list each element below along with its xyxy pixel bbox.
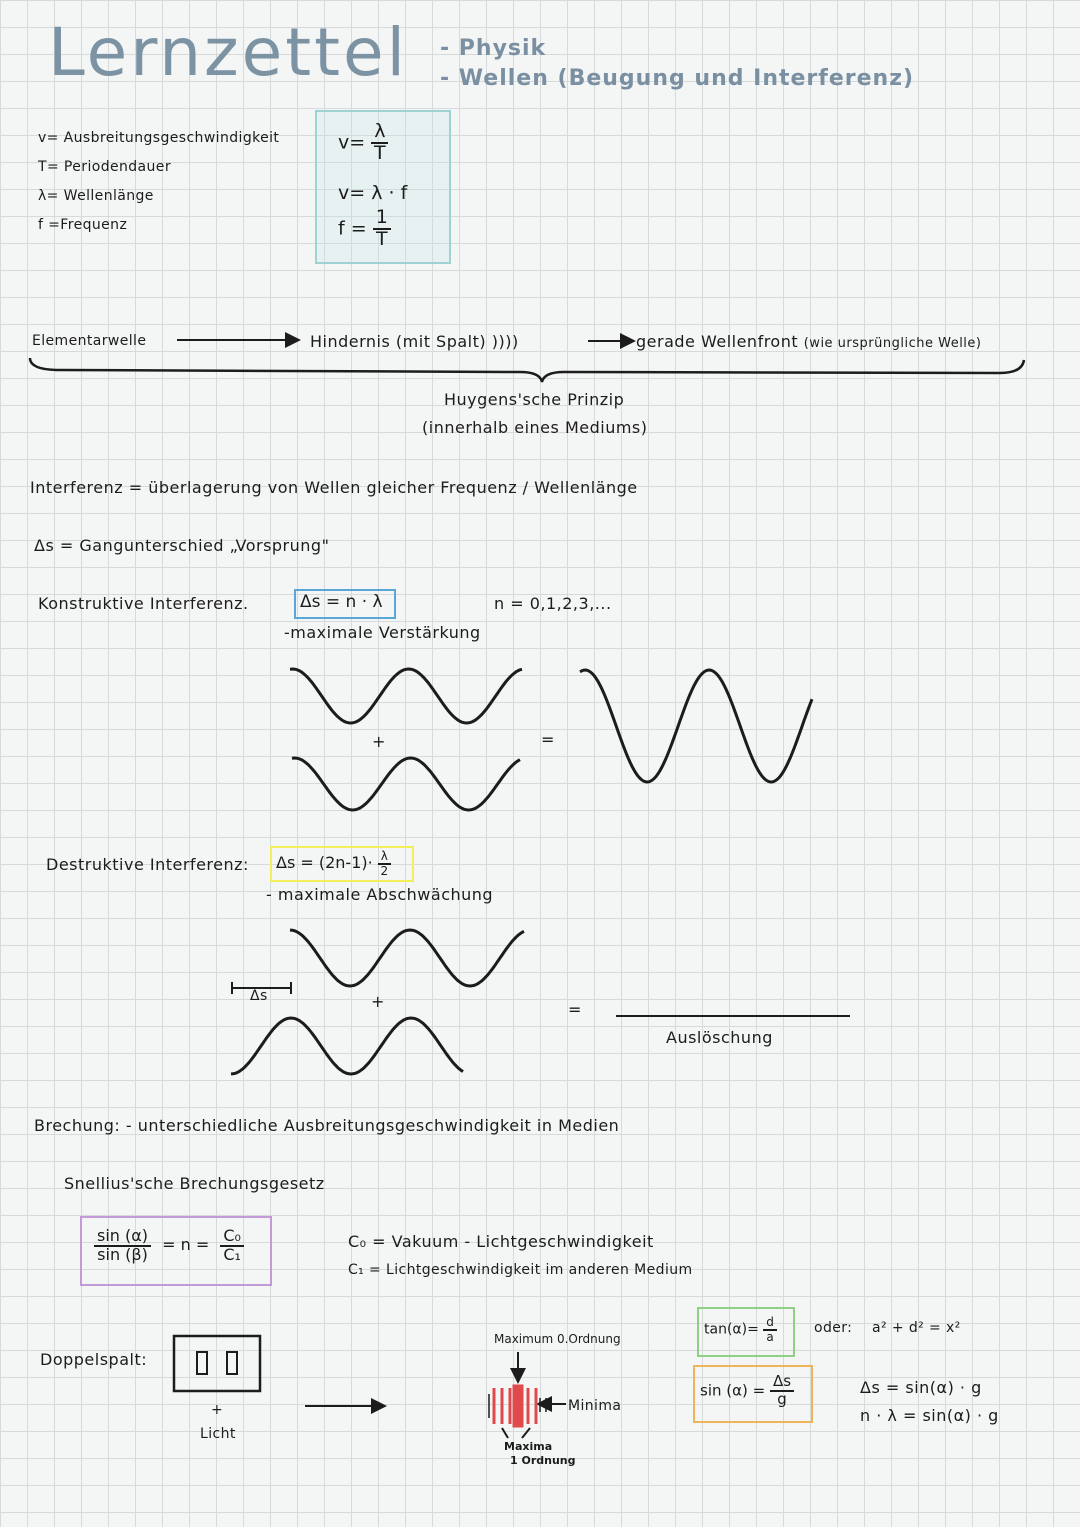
double-slit-block [174, 1336, 260, 1391]
formula-v-lambda-f: v= λ · f [338, 182, 408, 204]
constructive-formula: Δs = n · λ [300, 592, 383, 612]
interference-definition: Interferenz = überlagerung von Wellen gleicher Frequenz / Wellenlänge [30, 478, 638, 497]
light-label: Licht [200, 1426, 236, 1442]
destructive-equals: = [568, 1000, 582, 1019]
huygens-medium-label: (innerhalb eines Mediums) [422, 418, 648, 437]
slit-right [227, 1352, 237, 1374]
pythagoras-formula: a² + d² = x² [872, 1320, 961, 1336]
sin-formula: sin (α) = $\frac{\Delta s}{g}$ [700, 1374, 794, 1408]
c0-definition: C₀ = Vakuum - Lichtgeschwindigkeit [348, 1232, 654, 1251]
n-lambda-sin-formula: n · λ = sin(α) · g [860, 1406, 999, 1425]
tan-formula: tan(α)= $\frac{d}{a}$ [704, 1316, 777, 1343]
oder-label: oder: [814, 1320, 853, 1336]
wave-destructive-2 [231, 1018, 463, 1074]
cancellation-label: Auslöschung [666, 1028, 773, 1047]
max-0-label: Maximum 0.Ordnung [494, 1332, 621, 1346]
constructive-plus: + [372, 732, 386, 751]
delta-s-sin-formula: Δs = sin(α) · g [860, 1378, 982, 1397]
wave-constructive-1 [290, 669, 522, 723]
wave-constructive-sum [580, 670, 812, 782]
topic-label: - Wellen (Beugung und Interferenz) [440, 66, 915, 91]
constructive-label: Konstruktive Interferenz. [38, 594, 249, 613]
snellius-formula: $\frac{\sin (\alpha)}{\sin (\beta)}$ = n = $\frac{\text{C₀}}{\text{C₁}}$ [94, 1228, 244, 1264]
huygens-brace [30, 358, 1024, 382]
snellius-law-label: Snellius'sche Brechungsgesetz [64, 1174, 325, 1193]
definition-v: v= Ausbreitungsgeschwindigkeit [38, 130, 280, 146]
definition-f: f =Frequenz [38, 217, 128, 233]
definition-lambda: λ= Wellenlänge [38, 188, 154, 204]
formula-f-1-t: f = $\frac{1}{T}$ [338, 208, 391, 250]
interference-pattern [489, 1386, 546, 1426]
definition-t: T= Periodendauer [38, 159, 171, 175]
formula-v-lambda-t: v= $\frac{\lambda}{T}$ [338, 122, 388, 164]
minima-label: Minima [568, 1398, 622, 1414]
refraction-line: Brechung: - unterschiedliche Ausbreitungsgeschwindigkeit in Medien [34, 1116, 620, 1135]
elementarwelle-label: Elementarwelle [32, 333, 147, 349]
wave-destructive-1 [290, 930, 524, 986]
constructive-n-values: n = 0,1,2,3,... [494, 594, 612, 613]
destructive-formula: Δs = (2n-1)· $\frac{\lambda}{2}$ [276, 850, 391, 877]
wellenfront-label: gerade Wellenfront (wie ursprüngliche Welle) [636, 332, 982, 351]
max-1-label: Maxima [504, 1440, 553, 1453]
destructive-label: Destruktive Interferenz: [46, 855, 249, 874]
destructive-note: - maximale Abschwächung [266, 885, 494, 904]
slit-left [197, 1352, 207, 1374]
page-title: Lernzettel [48, 14, 408, 91]
delta-s-definition: Δs = Gangunterschied „Vorsprung" [34, 536, 330, 555]
constructive-equals: = [541, 730, 555, 749]
light-plus: + [211, 1402, 224, 1418]
wave-constructive-2 [292, 758, 520, 810]
max-1-order-label: 1 Ordnung [510, 1454, 576, 1467]
double-slit-label: Doppelspalt: [40, 1350, 148, 1369]
delta-s-marker-label: Δs [250, 988, 268, 1004]
hindernis-label: Hindernis (mit Spalt) )))) [310, 332, 519, 351]
destructive-plus: + [371, 992, 385, 1011]
subject-label: - Physik [440, 36, 547, 61]
constructive-note: -maximale Verstärkung [284, 623, 481, 642]
huygens-principle-label: Huygens'sche Prinzip [444, 390, 625, 409]
c1-definition: C₁ = Lichtgeschwindigkeit im anderen Medium [348, 1262, 693, 1278]
